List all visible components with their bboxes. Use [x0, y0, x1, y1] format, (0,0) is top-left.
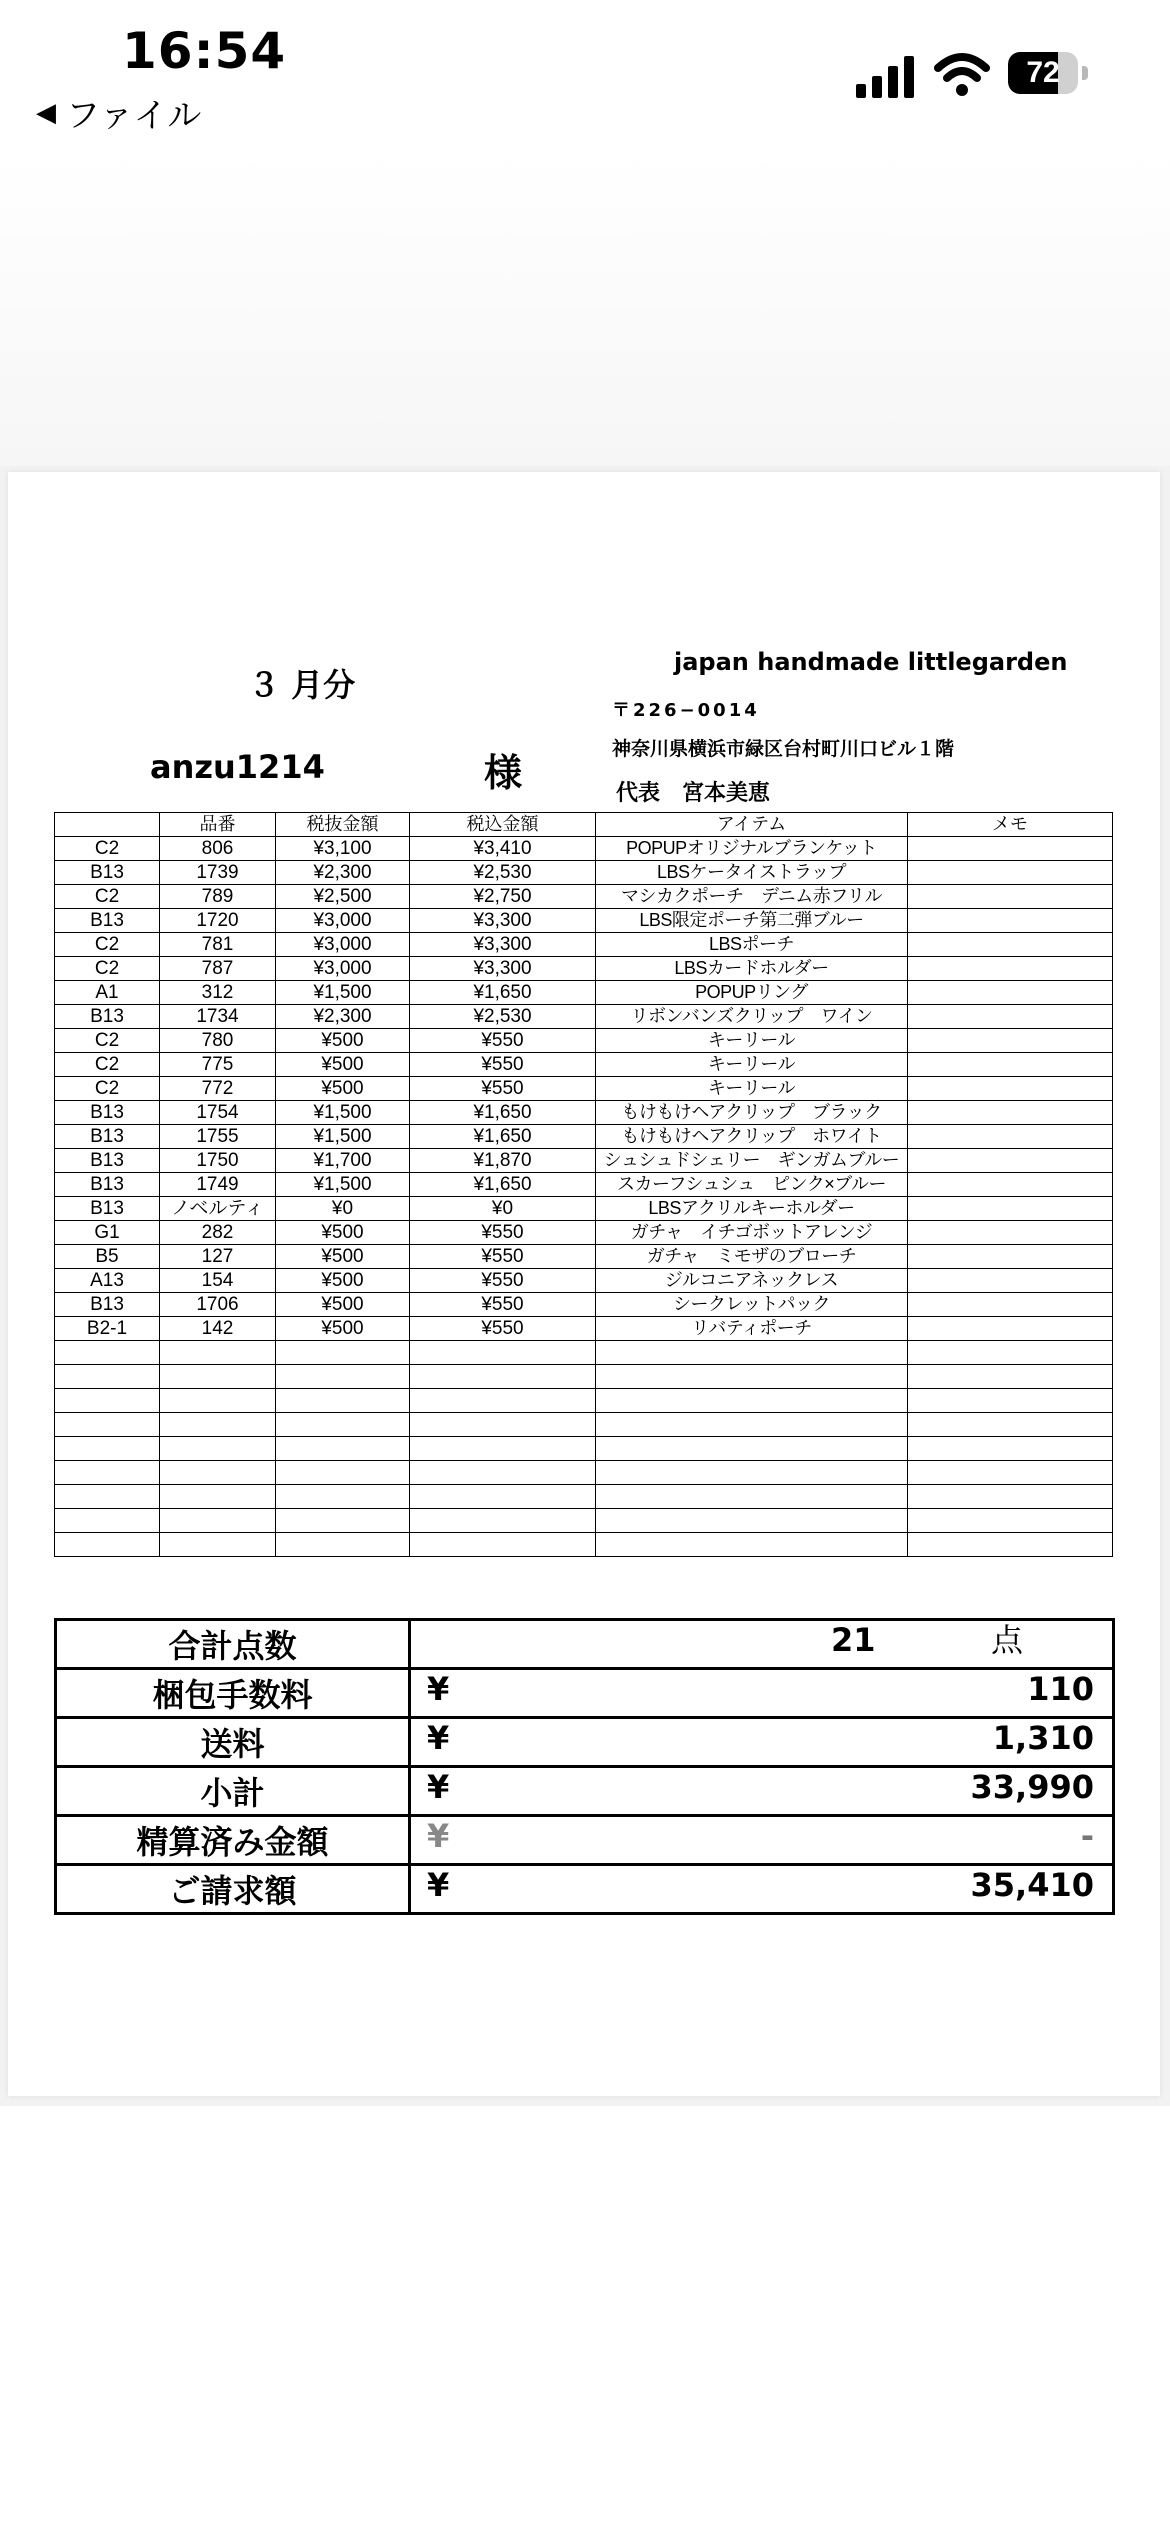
item-name-cell: キーリール: [596, 1053, 908, 1077]
table-header: [55, 813, 1113, 837]
item-name-cell: [596, 1365, 908, 1389]
item-name-cell: POPUPリング: [596, 981, 908, 1005]
memo-cell: [908, 1389, 1113, 1413]
product-code-cell: 1739: [160, 861, 276, 885]
memo-cell: [908, 1029, 1113, 1053]
memo-cell: [908, 1197, 1113, 1221]
price-excl-tax-cell: [276, 1413, 410, 1437]
memo-cell: [908, 861, 1113, 885]
price-incl-tax-cell: [410, 1461, 596, 1485]
table-row: [55, 1317, 1113, 1341]
memo-cell: [908, 1533, 1113, 1557]
price-excl-tax-cell: ¥500: [276, 1077, 410, 1101]
memo-cell: [908, 1221, 1113, 1245]
product-code-cell: 1754: [160, 1101, 276, 1125]
empty-row: [55, 1533, 1113, 1557]
item-name-cell: シークレットパック: [596, 1293, 908, 1317]
item-name-cell: ガチャ イチゴボットアレンジ: [596, 1221, 908, 1245]
postal-code: 〒226−0014: [612, 700, 760, 721]
price-excl-tax-cell: ¥500: [276, 1293, 410, 1317]
location-cell: C2: [55, 837, 160, 861]
price-incl-tax-cell: ¥2,530: [410, 861, 596, 885]
price-incl-tax-cell: ¥1,650: [410, 1125, 596, 1149]
product-code-cell: 780: [160, 1029, 276, 1053]
product-code-cell: 787: [160, 957, 276, 981]
location-cell: C2: [55, 933, 160, 957]
product-code-cell: [160, 1533, 276, 1557]
price-incl-tax-cell: ¥550: [410, 1077, 596, 1101]
price-incl-tax-cell: ¥550: [410, 1293, 596, 1317]
table-row: [55, 909, 1113, 933]
table-row: [55, 1245, 1113, 1269]
memo-cell: [908, 1485, 1113, 1509]
totals-table: [54, 1618, 1115, 1915]
empty-row: [55, 1461, 1113, 1485]
product-code-cell: 127: [160, 1245, 276, 1269]
count-unit: 点: [991, 1621, 1024, 1659]
price-excl-tax-cell: ¥500: [276, 1221, 410, 1245]
column-header: 税込金額: [410, 813, 596, 837]
location-cell: B13: [55, 861, 160, 885]
price-excl-tax-cell: ¥1,500: [276, 1125, 410, 1149]
product-code-cell: [160, 1485, 276, 1509]
memo-cell: [908, 1293, 1113, 1317]
price-incl-tax-cell: [410, 1485, 596, 1509]
table-row: [55, 1005, 1113, 1029]
item-name-cell: LBSアクリルキーホルダー: [596, 1197, 908, 1221]
empty-row: [55, 1413, 1113, 1437]
location-cell: B13: [55, 1173, 160, 1197]
location-cell: B13: [55, 1197, 160, 1221]
location-cell: [55, 1389, 160, 1413]
item-name-cell: マシカクポーチ デニム赤フリル: [596, 885, 908, 909]
product-code-cell: [160, 1413, 276, 1437]
memo-cell: [908, 1413, 1113, 1437]
item-name-cell: シュシュドシェリー ギンガムブルー: [596, 1149, 908, 1173]
table-row: [55, 1053, 1113, 1077]
price-excl-tax-cell: [276, 1461, 410, 1485]
price-excl-tax-cell: [276, 1485, 410, 1509]
item-name-cell: キーリール: [596, 1029, 908, 1053]
table-row: [55, 933, 1113, 957]
product-code-cell: 282: [160, 1221, 276, 1245]
memo-cell: [908, 909, 1113, 933]
total-count-label: 合計点数: [56, 1620, 410, 1669]
column-header: アイテム: [596, 813, 908, 837]
price-excl-tax-cell: ¥500: [276, 1269, 410, 1293]
column-header: メモ: [908, 813, 1113, 837]
status-time: 16:54: [122, 22, 287, 80]
product-code-cell: 1720: [160, 909, 276, 933]
item-name-cell: [596, 1509, 908, 1533]
price-excl-tax-cell: [276, 1341, 410, 1365]
item-name-cell: [596, 1485, 908, 1509]
item-name-cell: スカーフシュシュ ピンク×ブルー: [596, 1173, 908, 1197]
memo-cell: [908, 1149, 1113, 1173]
location-cell: B5: [55, 1245, 160, 1269]
back-to-files-button[interactable]: [36, 88, 201, 137]
price-excl-tax-cell: [276, 1509, 410, 1533]
invoice-month: ３ 月分: [248, 666, 356, 704]
column-header: [55, 813, 160, 837]
price-excl-tax-cell: ¥2,300: [276, 861, 410, 885]
memo-cell: [908, 1365, 1113, 1389]
location-cell: B13: [55, 1101, 160, 1125]
location-cell: [55, 1365, 160, 1389]
memo-cell: [908, 1077, 1113, 1101]
price-excl-tax-cell: ¥1,500: [276, 1173, 410, 1197]
price-incl-tax-cell: ¥1,870: [410, 1149, 596, 1173]
memo-cell: [908, 1005, 1113, 1029]
location-cell: B13: [55, 1005, 160, 1029]
honorific: 様: [484, 751, 523, 795]
item-name-cell: もけもけヘアクリップ ホワイト: [596, 1125, 908, 1149]
product-code-cell: 806: [160, 837, 276, 861]
price-incl-tax-cell: ¥3,410: [410, 837, 596, 861]
item-name-cell: キーリール: [596, 1077, 908, 1101]
price-excl-tax-cell: ¥500: [276, 1317, 410, 1341]
item-name-cell: ジルコニアネックレス: [596, 1269, 908, 1293]
price-incl-tax-cell: [410, 1413, 596, 1437]
representative: 代表 宮本美恵: [616, 781, 771, 806]
price-incl-tax-cell: [410, 1533, 596, 1557]
memo-cell: [908, 1317, 1113, 1341]
item-name-cell: リバティポーチ: [596, 1317, 908, 1341]
product-code-cell: 1750: [160, 1149, 276, 1173]
price-incl-tax-cell: ¥550: [410, 1053, 596, 1077]
product-code-cell: 789: [160, 885, 276, 909]
billing-value: 35,410: [970, 1866, 1094, 1904]
price-excl-tax-cell: ¥3,000: [276, 957, 410, 981]
settled-value: -: [1080, 1817, 1094, 1855]
items-table: [54, 812, 1113, 1557]
table-row: [55, 1197, 1113, 1221]
price-excl-tax-cell: ¥0: [276, 1197, 410, 1221]
packing-fee-row: [56, 1669, 1114, 1718]
empty-row: [55, 1389, 1113, 1413]
item-name-cell: LBSポーチ: [596, 933, 908, 957]
price-incl-tax-cell: ¥1,650: [410, 1173, 596, 1197]
column-header: 品番: [160, 813, 276, 837]
yen-symbol: ¥: [427, 1817, 450, 1855]
empty-row: [55, 1485, 1113, 1509]
product-code-cell: [160, 1389, 276, 1413]
subtotal-value: 33,990: [970, 1768, 1094, 1806]
location-cell: C2: [55, 957, 160, 981]
price-excl-tax-cell: ¥500: [276, 1053, 410, 1077]
memo-cell: [908, 1437, 1113, 1461]
price-excl-tax-cell: ¥2,300: [276, 1005, 410, 1029]
table-row: [55, 1173, 1113, 1197]
yen-symbol: ¥: [427, 1768, 450, 1806]
location-cell: B13: [55, 1293, 160, 1317]
price-excl-tax-cell: ¥1,500: [276, 981, 410, 1005]
price-excl-tax-cell: [276, 1533, 410, 1557]
yen-symbol: ¥: [427, 1670, 450, 1708]
location-cell: C2: [55, 1077, 160, 1101]
shipping-value: 1,310: [992, 1719, 1094, 1757]
memo-cell: [908, 1509, 1113, 1533]
product-code-cell: ノベルティ: [160, 1197, 276, 1221]
cellular-signal-icon: [856, 56, 914, 98]
item-name-cell: POPUPオリジナルブランケット: [596, 837, 908, 861]
location-cell: A1: [55, 981, 160, 1005]
product-code-cell: [160, 1437, 276, 1461]
price-incl-tax-cell: ¥550: [410, 1245, 596, 1269]
memo-cell: [908, 1461, 1113, 1485]
price-incl-tax-cell: [410, 1389, 596, 1413]
item-name-cell: LBSカードホルダー: [596, 957, 908, 981]
memo-cell: [908, 957, 1113, 981]
item-name-cell: LBS限定ポーチ第二弾ブルー: [596, 909, 908, 933]
total-count-value: 21: [831, 1621, 876, 1659]
billing-label: ご請求額: [56, 1865, 410, 1914]
location-cell: C2: [55, 1053, 160, 1077]
price-excl-tax-cell: [276, 1389, 410, 1413]
shop-address: 神奈川県横浜市緑区台村町川口ビル１階: [612, 738, 955, 760]
price-excl-tax-cell: ¥1,700: [276, 1149, 410, 1173]
price-incl-tax-cell: ¥2,530: [410, 1005, 596, 1029]
item-name-cell: もけもけヘアクリップ ブラック: [596, 1101, 908, 1125]
price-excl-tax-cell: ¥500: [276, 1245, 410, 1269]
product-code-cell: [160, 1365, 276, 1389]
settled-row: [56, 1816, 1114, 1865]
product-code-cell: 1706: [160, 1293, 276, 1317]
location-cell: C2: [55, 1029, 160, 1053]
memo-cell: [908, 933, 1113, 957]
product-code-cell: 154: [160, 1269, 276, 1293]
memo-cell: [908, 1101, 1113, 1125]
memo-cell: [908, 1269, 1113, 1293]
location-cell: G1: [55, 1221, 160, 1245]
back-label: ファイル: [66, 96, 202, 136]
product-code-cell: 781: [160, 933, 276, 957]
item-name-cell: LBSケータイストラップ: [596, 861, 908, 885]
total-count-row: [56, 1620, 1114, 1669]
column-header: 税抜金額: [276, 813, 410, 837]
product-code-cell: [160, 1509, 276, 1533]
price-excl-tax-cell: [276, 1437, 410, 1461]
location-cell: B13: [55, 1149, 160, 1173]
location-cell: [55, 1461, 160, 1485]
location-cell: [55, 1485, 160, 1509]
location-cell: [55, 1341, 160, 1365]
table-row: [55, 1269, 1113, 1293]
memo-cell: [908, 981, 1113, 1005]
shipping-row: [56, 1718, 1114, 1767]
product-code-cell: 1755: [160, 1125, 276, 1149]
yen-symbol: ¥: [427, 1719, 450, 1757]
packing-fee-label: 梱包手数料: [56, 1669, 410, 1718]
location-cell: B13: [55, 1125, 160, 1149]
table-row: [55, 1077, 1113, 1101]
empty-row: [55, 1365, 1113, 1389]
price-incl-tax-cell: ¥3,300: [410, 957, 596, 981]
location-cell: B13: [55, 909, 160, 933]
item-name-cell: [596, 1389, 908, 1413]
table-row: [55, 1029, 1113, 1053]
memo-cell: [908, 837, 1113, 861]
price-incl-tax-cell: ¥550: [410, 1029, 596, 1053]
table-row: [55, 1293, 1113, 1317]
table-row: [55, 861, 1113, 885]
customer-name: anzu1214: [150, 748, 325, 786]
empty-row: [55, 1437, 1113, 1461]
product-code-cell: 142: [160, 1317, 276, 1341]
item-name-cell: [596, 1413, 908, 1437]
item-name-cell: [596, 1461, 908, 1485]
location-cell: C2: [55, 885, 160, 909]
location-cell: [55, 1413, 160, 1437]
table-row: [55, 957, 1113, 981]
price-incl-tax-cell: ¥3,300: [410, 909, 596, 933]
price-incl-tax-cell: ¥550: [410, 1317, 596, 1341]
subtotal-label: 小計: [56, 1767, 410, 1816]
location-cell: [55, 1533, 160, 1557]
location-cell: [55, 1509, 160, 1533]
price-incl-tax-cell: [410, 1509, 596, 1533]
price-excl-tax-cell: ¥3,100: [276, 837, 410, 861]
price-incl-tax-cell: [410, 1341, 596, 1365]
product-code-cell: [160, 1341, 276, 1365]
shop-name: japan handmade littlegarden: [674, 648, 1068, 676]
memo-cell: [908, 1245, 1113, 1269]
memo-cell: [908, 1125, 1113, 1149]
product-code-cell: 1749: [160, 1173, 276, 1197]
price-incl-tax-cell: ¥2,750: [410, 885, 596, 909]
item-name-cell: リボンバンズクリップ ワイン: [596, 1005, 908, 1029]
price-excl-tax-cell: ¥500: [276, 1029, 410, 1053]
item-name-cell: [596, 1437, 908, 1461]
memo-cell: [908, 1053, 1113, 1077]
table-row: [55, 1101, 1113, 1125]
price-excl-tax-cell: ¥3,000: [276, 933, 410, 957]
price-excl-tax-cell: [276, 1365, 410, 1389]
product-code-cell: [160, 1461, 276, 1485]
location-cell: [55, 1437, 160, 1461]
billing-row: [56, 1865, 1114, 1914]
price-excl-tax-cell: ¥1,500: [276, 1101, 410, 1125]
item-name-cell: [596, 1533, 908, 1557]
subtotal-row: [56, 1767, 1114, 1816]
yen-symbol: ¥: [427, 1866, 450, 1904]
table-row: [55, 1149, 1113, 1173]
product-code-cell: 1734: [160, 1005, 276, 1029]
empty-row: [55, 1341, 1113, 1365]
battery-indicator: 72: [1008, 52, 1088, 98]
table-row: [55, 1221, 1113, 1245]
table-row: [55, 837, 1113, 861]
table-row: [55, 885, 1113, 909]
price-incl-tax-cell: ¥0: [410, 1197, 596, 1221]
table-row: [55, 1125, 1113, 1149]
memo-cell: [908, 1173, 1113, 1197]
price-incl-tax-cell: [410, 1437, 596, 1461]
price-excl-tax-cell: ¥2,500: [276, 885, 410, 909]
packing-fee-value: 110: [1027, 1670, 1094, 1708]
memo-cell: [908, 885, 1113, 909]
price-incl-tax-cell: ¥3,300: [410, 933, 596, 957]
price-incl-tax-cell: ¥550: [410, 1221, 596, 1245]
price-excl-tax-cell: ¥3,000: [276, 909, 410, 933]
product-code-cell: 312: [160, 981, 276, 1005]
location-cell: B2-1: [55, 1317, 160, 1341]
location-cell: A13: [55, 1269, 160, 1293]
price-incl-tax-cell: ¥550: [410, 1269, 596, 1293]
product-code-cell: 775: [160, 1053, 276, 1077]
back-arrow-icon: ◀: [36, 97, 56, 128]
empty-row: [55, 1509, 1113, 1533]
price-incl-tax-cell: ¥1,650: [410, 981, 596, 1005]
table-row: [55, 981, 1113, 1005]
wifi-icon: [934, 52, 990, 98]
settled-label: 精算済み金額: [56, 1816, 410, 1865]
product-code-cell: 772: [160, 1077, 276, 1101]
item-name-cell: [596, 1341, 908, 1365]
memo-cell: [908, 1341, 1113, 1365]
shipping-label: 送料: [56, 1718, 410, 1767]
item-name-cell: ガチャ ミモザのブローチ: [596, 1245, 908, 1269]
price-incl-tax-cell: ¥1,650: [410, 1101, 596, 1125]
price-incl-tax-cell: [410, 1365, 596, 1389]
